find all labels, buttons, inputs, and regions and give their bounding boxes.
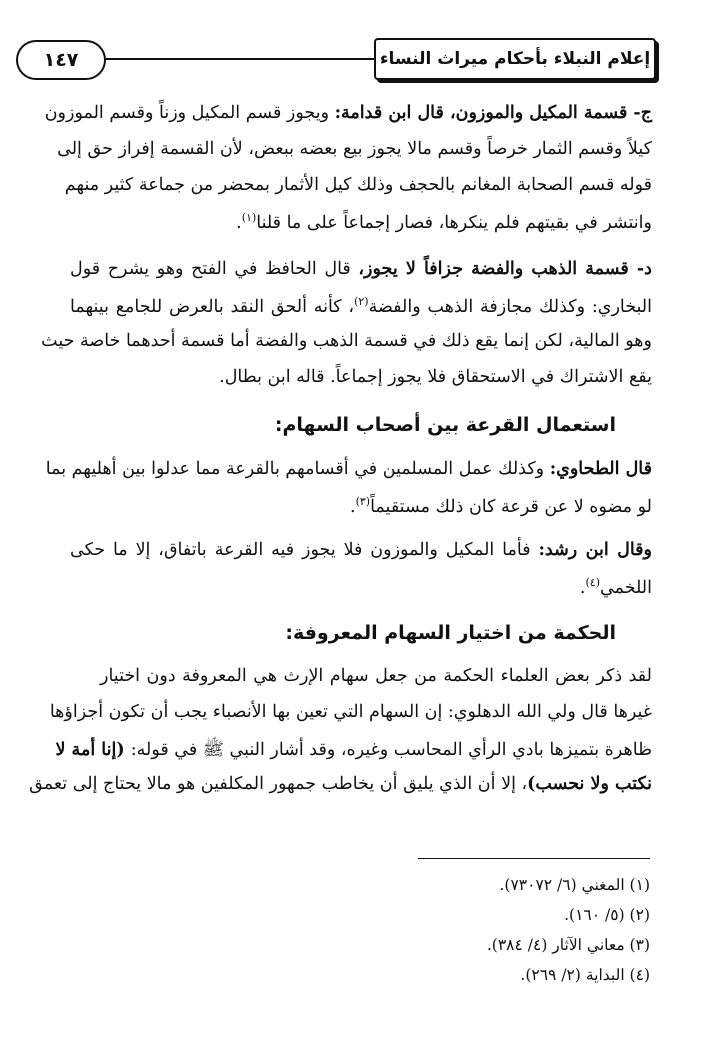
footnote-1: (١) المغني (٦/ ٧٣٠٧٢). (499, 876, 650, 894)
ibn-rushd-text-2: اللخمي (600, 577, 652, 598)
header-rule (104, 58, 376, 60)
section-d-text-2: البخاري: وكذلك مجازفة الذهب والفضة (368, 296, 652, 317)
section-c-text-1: ويجوز قسم المكيل وزناً وقسم الموزون (44, 103, 335, 123)
section-c-line-4: وانتشر في بقيتهم فلم ينكرها، فصار إجماعاً على ما قلنا$^{(١)}$. (236, 211, 652, 233)
wisdom-text-3: ظاهرة بتميزها بادي الرأي المحاسب وغيره، وقد أشار النبي ﷺ في قوله: (130, 740, 652, 760)
section-d-label: د- قسمة الذهب والفضة جزافاً لا يجوز، (358, 259, 652, 279)
book-title: إعلام النبلاء بأحكام ميراث النساء (379, 49, 651, 69)
footnote-3: (٣) معاني الآثار (٤/ ٣٨٤). (486, 936, 650, 954)
tahawi-text-2: لو مضوه لا عن قرعة كان ذلك مستقيماً (370, 496, 652, 517)
section-d-text-2b: ، كأنه ألحق النقد بالعرض للجامع بينهما (70, 296, 355, 317)
tahawi-line-2: لو مضوه لا عن قرعة كان ذلك مستقيماً$^{(٣)}$. (350, 495, 652, 517)
page-number-badge (16, 40, 106, 80)
tahawi-text-1: وكذلك عمل المسلمين في أقسامهم بالقرعة مما عدلوا بين أهليهم بما (45, 459, 550, 479)
wisdom-line-3 (55, 738, 652, 764)
footnote-ref-1: (١) (241, 211, 257, 224)
ibn-rushd-line-2: اللخمي$^{(٤)}$. (579, 576, 652, 598)
section-d-line-3: وهو المالية، لكن إنما يقع ذلك في قسمة الذهب والفضة أما قسمة أحدهما خاصة حيث (41, 331, 652, 351)
section-c-line-2: كيلاً وقسم الثمار خرصاً وقسم مالا يجوز بيع بعضه ببعض، لأن القسمة إفراز حق إلى (57, 139, 652, 159)
footnote-2: (٢) (٥/ ١٦٠). (564, 906, 650, 924)
wisdom-line-2: غيرها قال ولي الله الدهلوي: إن السهام التي تعين بها الأنصباء يجب أن تكون أجزاؤها (49, 702, 652, 722)
footnote-ref-3: (٣) (355, 495, 371, 508)
ibn-rushd-label: وقال ابن رشد: (538, 540, 652, 560)
wisdom-line-1: لقد ذكر بعض العلماء الحكمة من جعل سهام الإرث هي المعروفة دون اختيار (100, 666, 652, 686)
ibn-rushd-line-1 (70, 540, 652, 560)
wisdom-text-4: ، إلا أن الذي يليق أن يخاطب جمهور المكلفين هو مالا يحتاج إلى تعمق (29, 774, 528, 794)
heading-wisdom: الحكمة من اختيار السهام المعروفة: (285, 622, 616, 644)
footnote-ref-4: (٤) (585, 576, 600, 589)
hadith-quote-start: (إنا أمة لا (55, 740, 131, 760)
section-d-line-4: يقع الاشتراك في الاستحقاق فلا يجوز إجماعاً. قاله ابن بطال. (219, 367, 652, 387)
section-c-line-3: قوله قسم الصحابة المغانم بالحجف وذلك كيل الأثمار بمحضر من جماعة كثير منهم (64, 175, 652, 195)
tahawi-label: قال الطحاوي: (549, 459, 652, 479)
section-c-text-4: وانتشر في بقيتهم فلم ينكرها، فصار إجماعاً على ما قلنا (256, 212, 652, 233)
footnote-separator (418, 858, 650, 859)
wisdom-line-4 (29, 774, 652, 794)
tahawi-line-1 (45, 459, 652, 479)
footnote-ref-2: (٢) (354, 295, 369, 308)
ibn-rushd-text-1: فأما المكيل والموزون فلا يجوز فيه القرعة باتفاق، إلا ما حكى (70, 540, 539, 560)
running-header (374, 38, 656, 80)
section-d-line-1 (70, 259, 652, 279)
heading-lots: استعمال القرعة بين أصحاب السهام: (274, 414, 616, 436)
section-c-line-1 (44, 103, 652, 123)
page-number: ١٤٧ (43, 49, 79, 71)
hadith-quote-end: نكتب ولا نحسب) (527, 774, 652, 794)
footnote-4: (٤) البداية (٢/ ٢٦٩). (520, 966, 650, 984)
section-d-text-1: قال الحافظ في الفتح وهو يشرح قول (70, 259, 359, 279)
section-d-line-2 (70, 295, 652, 317)
section-c-label: ج- قسمة المكيل والموزون، قال ابن قدامة: (334, 103, 652, 123)
